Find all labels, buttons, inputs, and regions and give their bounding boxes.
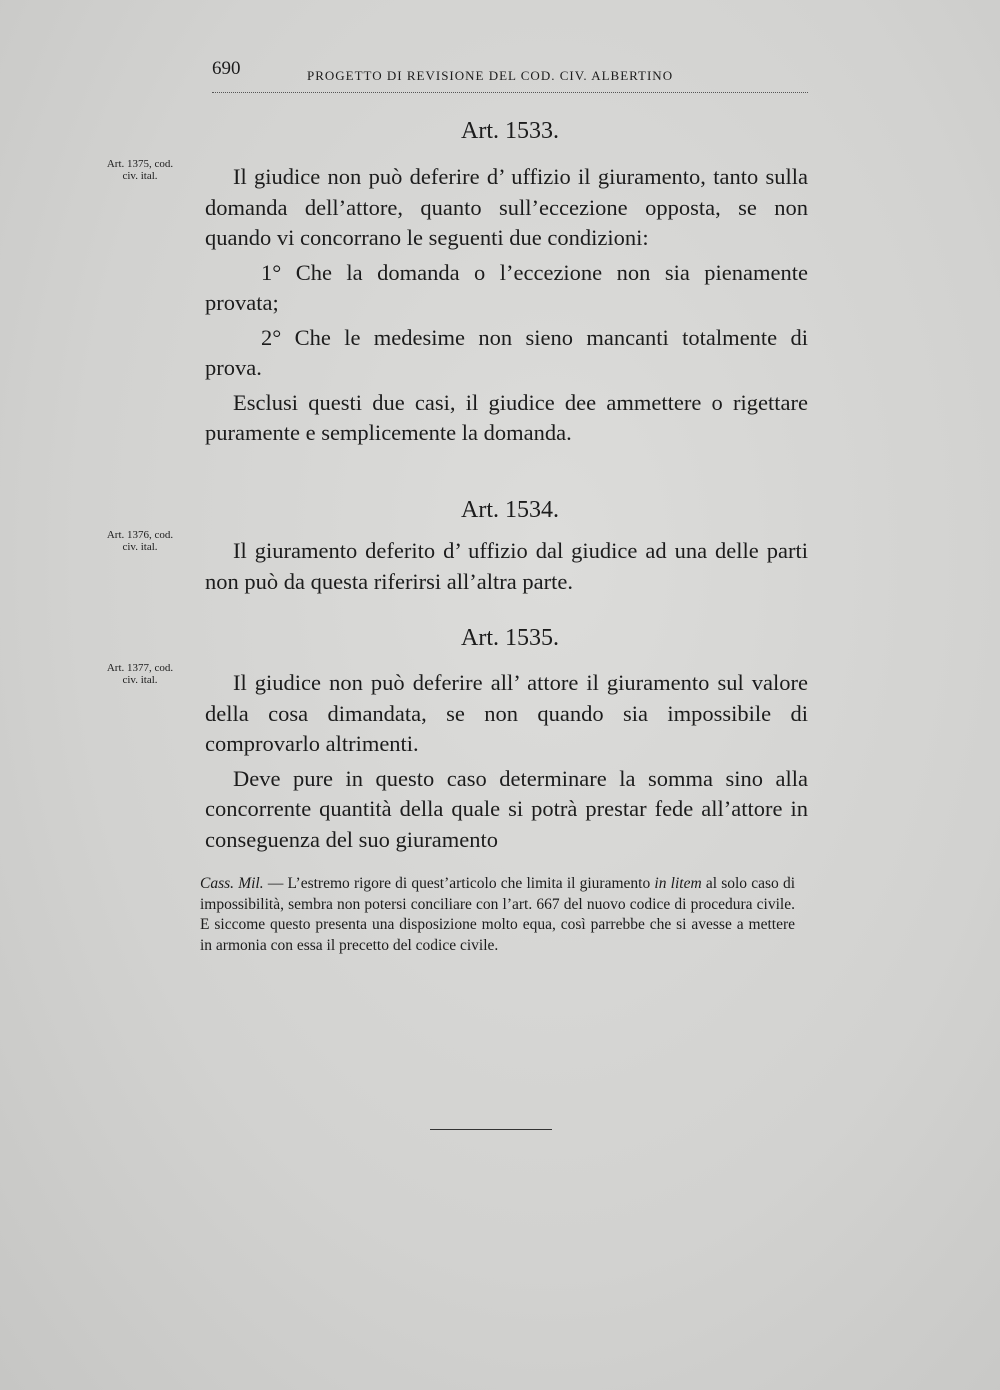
paragraph-item: 1° Che la domanda o l’eccezione non sia pienamente provata;: [205, 259, 808, 315]
side-note-line: civ. ital.: [122, 674, 158, 686]
note-text-before-italic: L’estremo rigore di quest’articolo che limita il giuramento: [287, 875, 651, 892]
article-heading-1535: Art. 1535.: [461, 625, 559, 651]
note-text-after-italic: al solo caso di impossibilità, sembra non potersi conciliare con l’art. 667 del nuovo codice di procedura civile. E siccome questo presenta una disposizione molto equa, così parrebbe che si avesse a mettere in armonia con essa il precetto del codice civile.: [200, 875, 796, 954]
note-italic-term: in litem: [654, 875, 702, 892]
side-note-line: Art. 1376, cod.: [106, 529, 174, 541]
side-note-line: civ. ital.: [122, 170, 158, 182]
side-note-line: Art. 1375, cod.: [106, 158, 174, 170]
side-note-line: Art. 1377, cod.: [106, 662, 174, 674]
paragraph: Esclusi questi due casi, il giudice dee ammettere o rigettare puramente e semplicemente la domanda.: [205, 389, 808, 445]
side-note-1533: [70, 158, 210, 182]
paragraph: Deve pure in questo caso determinare la somma sino alla concorrente quantità della quale si potrà prestar fede all’attore in conseguenza del suo giuramento: [205, 765, 808, 852]
note-dash: —: [267, 875, 284, 892]
commentary-note: [200, 874, 795, 956]
paragraph: Il giudice non può deferire all’ attore il giuramento sul valore della cosa dimandata, se non quando sia impossibile di comprovarlo altrimenti.: [205, 670, 808, 756]
article-body-1535: [205, 668, 808, 855]
running-head: [212, 58, 808, 93]
side-note-1535: [70, 662, 210, 686]
note-source: Cass. Mil.: [200, 875, 264, 892]
article-heading-1533: Art. 1533.: [461, 118, 559, 144]
paragraph-item: 2° Che le medesime non sieno mancanti totalmente di prova.: [205, 324, 808, 380]
page-number: 690: [212, 58, 241, 79]
side-note-line: civ. ital.: [122, 541, 158, 553]
running-title: PROGETTO DI REVISIONE DEL COD. CIV. ALBERTINO: [307, 68, 674, 83]
article-heading-1534: Art. 1534.: [461, 497, 559, 523]
paragraph: Il giudice non può deferire d’ uffizio il giuramento, tanto sulla domanda dell’attore, quanto sull’eccezione opposta, se non quando vi concorrano le seguenti due condizioni:: [205, 164, 808, 250]
note-paragraph: [200, 874, 795, 956]
article-body-1534: [205, 536, 808, 597]
side-note-1534: [70, 529, 210, 553]
paragraph: Il giuramento deferito d’ uffizio dal giudice ad una delle parti non può da questa riferirsi all’altra parte.: [205, 538, 808, 594]
article-body-1533: [205, 162, 808, 449]
section-end-rule: [430, 1129, 552, 1130]
